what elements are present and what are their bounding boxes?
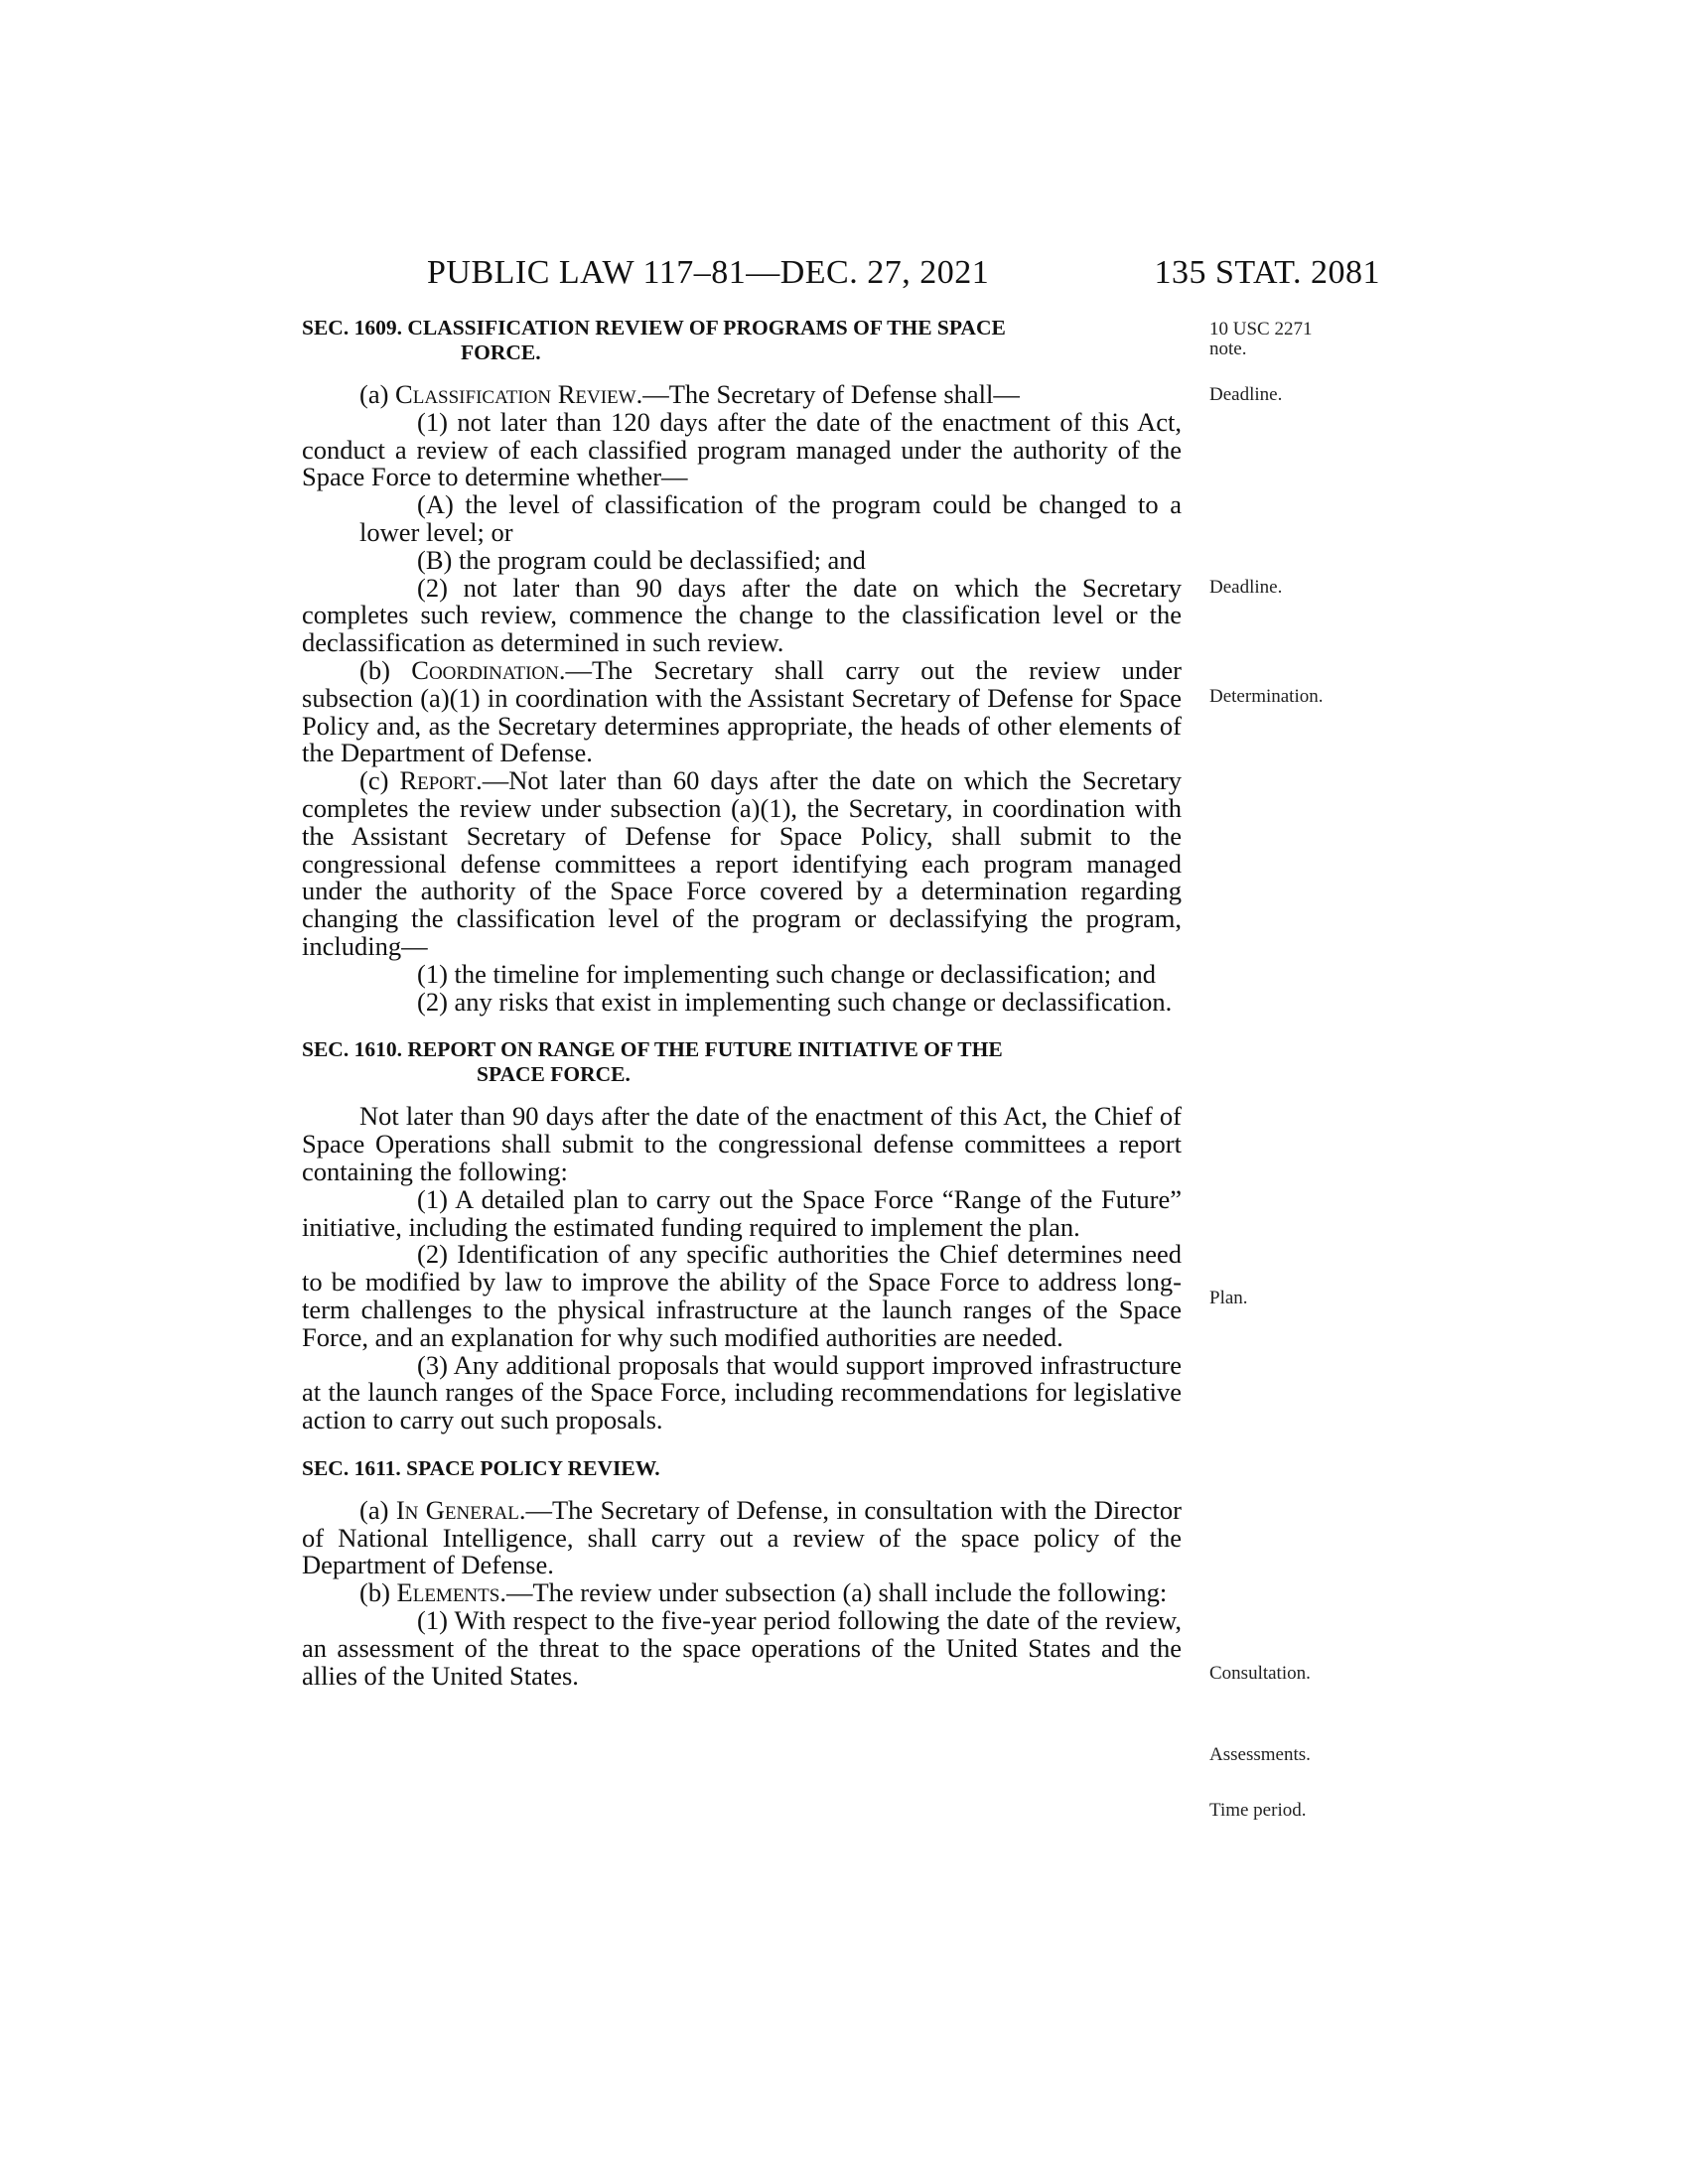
subsection-b-text: .—The Secretary shall carry out the review under subsection (a)(1) in coordination with the Assistant Secretary of Defense for Space Policy and, as the Secretary determines appropriate, the heads of other elements of the Department of Defense. bbox=[302, 654, 1182, 768]
margin-note-usc bbox=[1209, 320, 1312, 359]
section-1610-paragraph-3-text: (3) Any additional proposals that would support improved infrastructure at the launch ranges of the Space Force, including recommendations for legislative action to carry out such proposals. bbox=[302, 1349, 1182, 1435]
margin-note-deadline-2: Deadline. bbox=[1209, 577, 1283, 598]
section-1611-subsection-b-text: .—The review under subsection (a) shall include the following: bbox=[499, 1577, 1168, 1608]
section-1611-heading: SEC. 1611. SPACE POLICY REVIEW. bbox=[302, 1455, 660, 1480]
section-1610-heading-line2: SPACE FORCE. bbox=[477, 1062, 631, 1087]
section-1611-subsection-b-heading: Elements bbox=[396, 1577, 500, 1608]
margin-note-consultation: Consultation. bbox=[1209, 1663, 1311, 1684]
section-1610-paragraph-2-text: (2) Identification of any specific authorities the Chief determines need to be modified by law to improve the ability of the Space Force to address long-term challenges to the physical infrastructure at the launch ranges of the Space Force, and an explanation for why such modified authorities are needed. bbox=[302, 1239, 1182, 1352]
section-1611-subsection-a-text: .—The Secretary of Defense, in consultation with the Director of National Intelligence, shall carry out a review of the space policy of the Department of Defense. bbox=[302, 1494, 1182, 1580]
margin-note-usc-line2: note. bbox=[1209, 339, 1247, 359]
section-1609-subparagraph-a: (A) the level of classification of the program could be changed to a lower level; or bbox=[359, 489, 1182, 547]
section-1610-paragraph-3 bbox=[302, 1349, 1182, 1435]
page-header bbox=[298, 254, 1380, 294]
running-head-title: PUBLIC LAW 117–81—DEC. 27, 2021 bbox=[427, 254, 990, 291]
section-1610-heading-line1: SEC. 1610. REPORT ON RANGE OF THE FUTURE INITIATIVE OF THE bbox=[302, 1037, 1003, 1062]
section-1610-paragraph-1 bbox=[302, 1183, 1182, 1242]
section-1611-paragraph-1 bbox=[302, 1607, 1182, 1690]
margin-note-assessments: Assessments. bbox=[1209, 1744, 1311, 1765]
section-1609-paragraph-c1: (1) the timeline for implementing such change or declassification; and bbox=[417, 958, 1156, 989]
section-1609-subsection-a: (a) Classification Review.—The Secretary of Defense shall— bbox=[359, 379, 1020, 409]
section-1611-subsection-a: (a) In General.—The Secretary of Defense, in consultation with the Director of National Intelligence, shall carry out a review of the space policy of the Department of Defense. bbox=[302, 1494, 1182, 1580]
subsection-b-heading: Coordination bbox=[411, 654, 559, 685]
section-1610-paragraph-1-text: (1) A detailed plan to carry out the Space Force “Range of the Future” initiative, including the estimated funding required to implement the plan. bbox=[302, 1183, 1182, 1242]
section-1610-paragraph-2 bbox=[302, 1241, 1182, 1351]
document-body bbox=[302, 316, 1182, 1690]
section-1609-paragraph-c2: (2) any risks that exist in implementing such change or declassification. bbox=[417, 986, 1173, 1017]
section-1609-heading-line1: SEC. 1609. CLASSIFICATION REVIEW OF PROGRAMS OF THE SPACE bbox=[302, 316, 1006, 340]
section-1609-paragraph-1 bbox=[302, 406, 1182, 492]
margin-note-plan: Plan. bbox=[1209, 1288, 1248, 1308]
section-1611-subsection-b: (b) Elements.—The review under subsection (a) shall include the following: bbox=[359, 1577, 1168, 1608]
section-1609-paragraph-2 bbox=[302, 572, 1182, 658]
margin-note-determination: Determination. bbox=[1209, 686, 1324, 707]
section-1610-intro: Not later than 90 days after the date of the enactment of this Act, the Chief of Space Operations shall submit to the congressional defense committees a report containing the following: bbox=[302, 1101, 1182, 1186]
section-1611-subsection-a-heading: In General bbox=[395, 1494, 519, 1525]
paragraph-a2-text: (2) not later than 90 days after the date on which the Secretary completes such review, commence the change to the classification level or the declassification as determined in such review. bbox=[302, 572, 1182, 658]
subsection-c-heading: Report bbox=[399, 765, 477, 796]
section-1609-subparagraph-b: (B) the program could be declassified; and bbox=[417, 544, 866, 575]
section-1609-heading bbox=[302, 316, 1182, 365]
statute-page-number: 135 STAT. 2081 bbox=[1154, 254, 1380, 291]
section-1610-heading bbox=[302, 1037, 1182, 1087]
subsection-a-heading: Classification Review bbox=[395, 379, 636, 409]
paragraph-a1-text: (1) not later than 120 days after the date of the enactment of this Act, conduct a review of each classified program managed under the authority of the Space Force to determine whether— bbox=[302, 406, 1182, 492]
margin-note-time-period: Time period. bbox=[1209, 1800, 1307, 1821]
section-1609-heading-line2: FORCE. bbox=[461, 341, 541, 364]
section-1611-paragraph-1-text: (1) With respect to the five-year period following the date of the review, an assessment of the threat to the space operations of the United States and the allies of the United States. bbox=[302, 1605, 1182, 1691]
subsection-c-text: .—Not later than 60 days after the date on which the Secretary completes the review under subsection (a)(1), the Secretary, in coordination with the Assistant Secretary of Defense for Space Policy, shall submit to the congressional defense committees a report identifying each program managed under the authority of the Space Force covered by a determination regarding changing the classification level of the program or declassifying the program, including— bbox=[302, 765, 1182, 961]
section-1609-subsection-b: (b) Coordination.—The Secretary shall carry out the review under subsection (a)(1) in coordination with the Assistant Secretary of Defense for Space Policy and, as the Secretary determines appropriate, the heads of other elements of the Department of Defense. bbox=[302, 654, 1182, 768]
margin-note-deadline-1: Deadline. bbox=[1209, 384, 1283, 405]
section-1609-subsection-c: (c) Report.—Not later than 60 days after the date on which the Secretary completes the review under subsection (a)(1), the Secretary, in coordination with the Assistant Secretary of Defense for Space Policy, shall submit to the congressional defense committees a report identifying each program managed under the authority of the Space Force covered by a determination regarding changing the classification level of the program or declassifying the program, including— bbox=[302, 765, 1182, 961]
subsection-a-text: .—The Secretary of Defense shall— bbox=[635, 379, 1020, 409]
margin-note-usc-line1: 10 USC 2271 bbox=[1209, 319, 1313, 340]
